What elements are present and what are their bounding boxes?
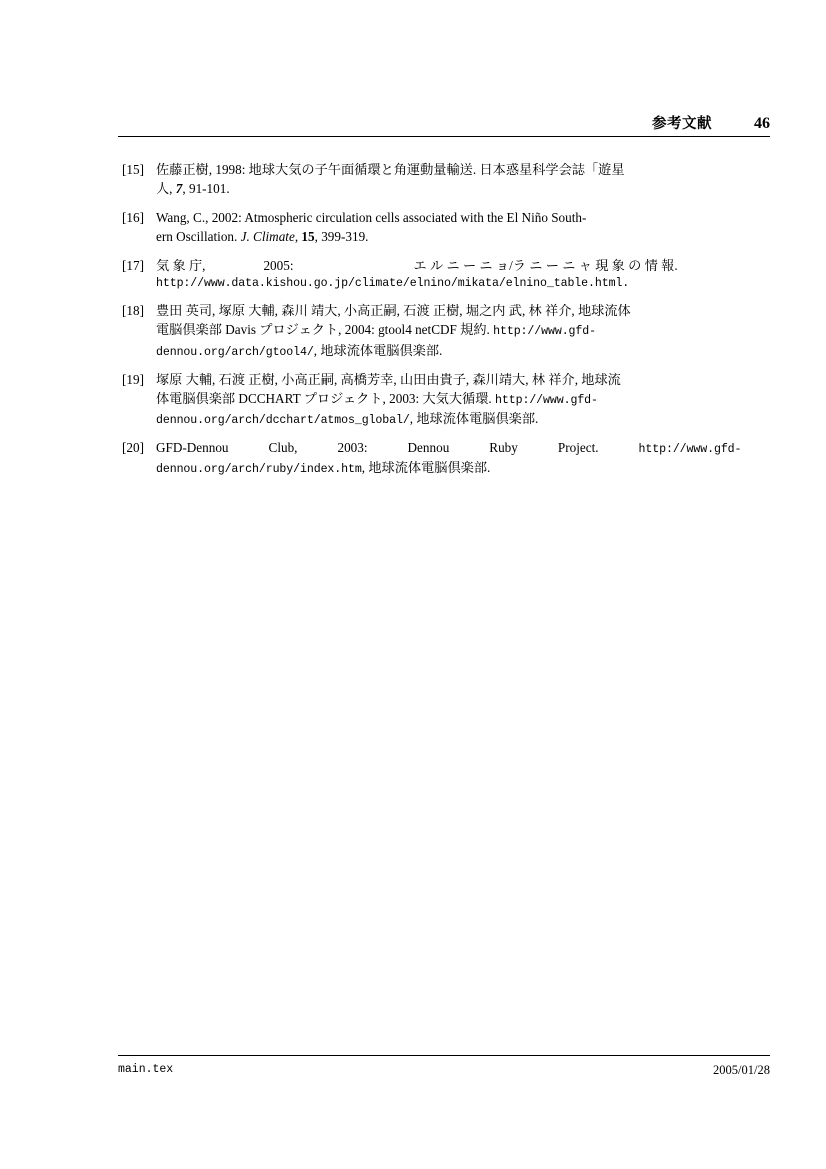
footer-divider xyxy=(118,1055,770,1056)
bib-text: ern Oscillation. xyxy=(156,229,241,245)
bib-sep: , xyxy=(294,229,302,245)
bib-body xyxy=(156,160,770,199)
bib-text: 電脳倶楽部 Davis プロジェクト, 2004: gtool4 netCDF 規約. xyxy=(156,322,494,338)
bib-url[interactable]: http://www.gfd- xyxy=(638,443,742,456)
bib-line xyxy=(156,389,770,409)
bib-line xyxy=(156,227,770,246)
bib-text: , 1998: 地球大気の子午面循環と角運動量輸送. 日本惑星科学会誌「遊星 xyxy=(208,162,625,177)
bib-url[interactable]: dennou.org/arch/ruby/index.htm xyxy=(156,463,362,477)
bib-text: エ ル ニ ー ニ ョ/ラ ニ ー ニ ャ 現 象 の 情 報. xyxy=(413,257,678,273)
bib-label: [15] xyxy=(122,162,144,177)
bib-label: [20] xyxy=(122,440,144,455)
bib-line xyxy=(156,256,770,275)
bib-url[interactable]: http://www.gfd- xyxy=(493,325,596,339)
bib-label: [18] xyxy=(122,303,144,319)
bib-journal: J. Climate xyxy=(240,229,295,245)
list-item xyxy=(118,256,770,292)
bib-label: [17] xyxy=(122,257,144,273)
bib-line xyxy=(156,160,770,179)
bib-body xyxy=(156,208,770,247)
bib-text: 人, xyxy=(156,181,173,197)
bib-label: [16] xyxy=(122,209,144,225)
bib-text: 体電脳倶楽部 DCCHART プロジェクト, 2003: 大気大循環. xyxy=(156,390,496,406)
bib-line xyxy=(156,320,770,340)
footer-date: 2005/01/28 xyxy=(713,1063,770,1077)
bib-url[interactable]: http://www.gfd- xyxy=(495,393,598,407)
list-item xyxy=(118,370,770,429)
bibliography-list xyxy=(118,160,770,487)
bib-text: Ruby xyxy=(489,440,518,455)
bib-label: [19] xyxy=(122,371,144,387)
list-item xyxy=(118,208,770,247)
bib-author: 佐藤正樹 xyxy=(156,162,209,177)
bib-text: Club, xyxy=(268,440,298,455)
header-divider xyxy=(118,136,770,137)
bib-body xyxy=(156,256,770,292)
bib-line: 豊田 英司, 塚原 大輔, 森川 靖大, 小高正嗣, 石渡 正樹, 堀之内 武, 林 祥介, 地球流体 xyxy=(156,303,631,319)
page-footer xyxy=(118,1063,770,1078)
list-item xyxy=(118,301,770,360)
page-title: 参考文献 xyxy=(652,116,712,132)
bib-text: Project. xyxy=(557,440,599,455)
bib-pages: , 91-101. xyxy=(182,181,230,197)
bib-body xyxy=(156,301,770,360)
bib-text: , 地球流体電脳倶楽部. xyxy=(409,410,539,426)
footer-filename: main.tex xyxy=(118,1063,174,1076)
bib-body xyxy=(156,438,770,478)
bib-line xyxy=(156,458,770,478)
bib-text: , 地球流体電脳倶楽部. xyxy=(361,460,491,476)
bib-line xyxy=(156,438,770,458)
bib-author: 気 象 庁, xyxy=(156,257,206,273)
bib-line xyxy=(156,341,770,361)
bib-text: , 地球流体電脳倶楽部. xyxy=(313,342,443,358)
list-item xyxy=(118,160,770,199)
bib-volume: 15 xyxy=(301,229,315,245)
bib-year: 2005: xyxy=(263,257,294,273)
bib-line xyxy=(156,179,770,198)
bib-line xyxy=(156,409,770,429)
bib-body xyxy=(156,370,770,429)
bib-year: 2003: xyxy=(337,440,368,455)
bib-line: Wang, C., 2002: Atmospheric circulation cells associated with the El Niño South- xyxy=(156,209,587,225)
bib-author: GFD-Dennou xyxy=(156,440,229,455)
bib-url[interactable]: http://www.data.kishou.go.jp/climate/elnino/mikata/elnino_table.html. xyxy=(156,277,630,291)
bib-pages: , 399-319. xyxy=(314,229,369,245)
list-item xyxy=(118,438,770,478)
bib-volume: 7 xyxy=(175,181,183,197)
page-number: 46 xyxy=(754,115,770,132)
bib-url[interactable]: dennou.org/arch/dcchart/atmos_global/ xyxy=(156,413,410,427)
page-header xyxy=(118,112,770,133)
bib-text: Dennou xyxy=(407,440,450,455)
bib-line: 塚原 大輔, 石渡 正樹, 小高正嗣, 高橋芳幸, 山田由貴子, 森川靖大, 林 祥介, 地球流 xyxy=(156,371,621,387)
bib-url[interactable]: dennou.org/arch/gtool4/ xyxy=(156,345,314,359)
